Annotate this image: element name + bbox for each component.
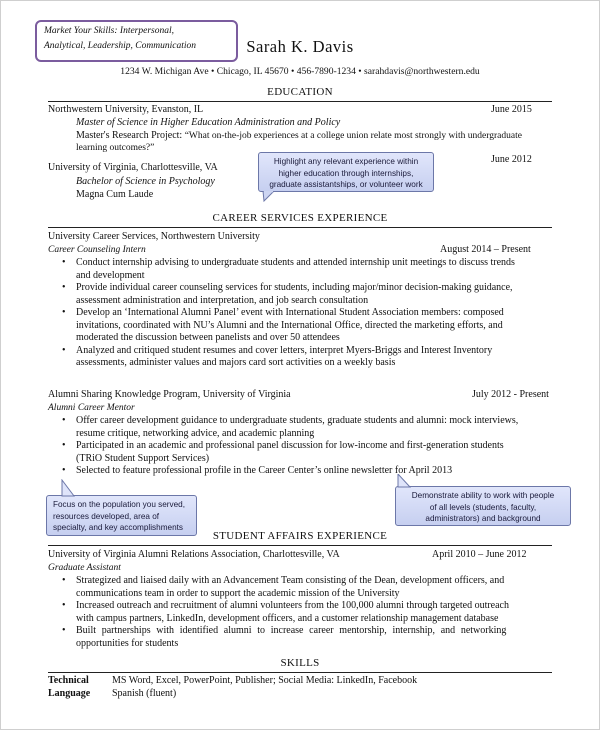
career-rule bbox=[48, 227, 552, 228]
bullet-dot-icon: • bbox=[62, 600, 66, 611]
callout-edu-line-1: Highlight any relevant experience within bbox=[273, 157, 419, 166]
student-affairs-rule bbox=[48, 545, 552, 546]
skills-heading: SKILLS bbox=[280, 657, 320, 669]
bullet-line: and development bbox=[76, 269, 145, 281]
list-item bbox=[62, 415, 556, 440]
career-date-2: July 2012 - Present bbox=[472, 389, 549, 400]
student-affairs-heading: STUDENT AFFAIRS EXPERIENCE bbox=[212, 530, 388, 542]
callout-pop-line-3: specialty, and key accomplishments bbox=[53, 523, 183, 532]
sa-title: Graduate Assistant bbox=[48, 563, 121, 573]
bullet-line: (TRiO Student Support Services) bbox=[76, 452, 210, 464]
skills-value-technical: MS Word, Excel, PowerPoint, Publisher; Social Media: LinkedIn, Facebook bbox=[112, 675, 418, 686]
bullet-line: Increased outreach and recruitment of alumni volunteers from the 100,000 alumni through targeted outreach bbox=[76, 600, 509, 611]
bullet-line: Conduct internship advising to undergraduate students and attended internship unit meetings to discuss trends bbox=[76, 257, 515, 268]
bullet-dot-icon: • bbox=[62, 257, 66, 268]
bullet-line: Built partnerships with identified alumni to increase career mentorship, internship, and networking bbox=[76, 625, 507, 636]
callout-lvl-pointer-icon bbox=[396, 474, 412, 488]
bullet-line: assessments, administer values and majors card sort activities on a weekly basis bbox=[76, 357, 396, 368]
sa-bullets bbox=[62, 575, 554, 650]
bullet-dot-icon: • bbox=[62, 307, 66, 318]
skills-label-technical: Technical bbox=[48, 675, 89, 686]
bullet-line: Analyzed and critiqued student resumes and cover letters, interpret Myers-Briggs and Interest Inventory bbox=[76, 344, 493, 356]
skills-label-language: Language bbox=[48, 688, 91, 699]
callout-lvl-line-2: of all levels (students, faculty, bbox=[429, 502, 537, 512]
list-item bbox=[62, 257, 556, 282]
edu-date-1: June 2015 bbox=[491, 104, 532, 115]
bullet-line: with campus partners, LinkedIn, development officers, and a customer relationship management database bbox=[76, 612, 499, 624]
list-item bbox=[62, 600, 554, 625]
edu-school-1: Northwestern University, Evanston, IL bbox=[48, 104, 204, 115]
bullet-dot-icon: • bbox=[62, 440, 66, 451]
bullet-dot-icon: • bbox=[62, 625, 66, 636]
edu-project-label: Master's Research Project: bbox=[76, 130, 183, 141]
tip-line-1: Market Your Skills: Interpersonal, bbox=[44, 26, 175, 36]
bullet-line: Selected to feature professional profile in the Career Center’s online newsletter for April 2013 bbox=[76, 465, 453, 476]
career-title-1: Career Counseling Intern bbox=[48, 245, 146, 255]
callout-edu-line-2: higher education through internships, bbox=[278, 168, 414, 178]
career-bullets-1 bbox=[62, 257, 556, 370]
edu-date-2: June 2012 bbox=[491, 154, 532, 165]
callout-edu-pointer-icon bbox=[260, 191, 280, 203]
edu-degree-1: Master of Science in Higher Education Administration and Policy bbox=[76, 117, 341, 128]
edu-honor-2: Magna Cum Laude bbox=[76, 189, 154, 200]
callout-pop-pointer-icon bbox=[58, 479, 76, 497]
bullet-line: communications team in order to support the academic mission of the University bbox=[76, 587, 400, 599]
callout-lvl-line-1: Demonstrate ability to work with people bbox=[411, 491, 555, 500]
bullet-line: Develop an ‘International Alumni Panel’ event with International Student Association members: composed bbox=[76, 307, 504, 318]
list-item bbox=[62, 465, 556, 478]
bullet-dot-icon: • bbox=[62, 282, 66, 293]
edu-project-title-1: “What on-the-job experiences at a college union relate most strongly with undergraduate bbox=[184, 131, 522, 141]
career-org-2: Alumni Sharing Knowledge Program, University of Virginia bbox=[48, 389, 291, 400]
list-item bbox=[62, 282, 556, 307]
bullet-line: Offer career development guidance to undergraduate students, graduate students and alumni: mock interviews, bbox=[76, 415, 519, 426]
list-item bbox=[62, 307, 556, 345]
education-rule bbox=[48, 101, 552, 102]
callout-pop-line-2: resources developed, area of bbox=[53, 511, 160, 521]
bullet-line: Provide individual career counseling services for students, including major/minor decision-making guidance, bbox=[76, 282, 513, 293]
bullet-line: invitations, coordinated with NU’s Alumni and the International Office, directed the marketing efforts, and bbox=[76, 319, 503, 331]
list-item bbox=[62, 625, 554, 650]
sa-date: April 2010 – June 2012 bbox=[432, 549, 527, 560]
callout-lvl-line-3: administrators) and background bbox=[425, 514, 541, 523]
skills-rule bbox=[48, 672, 552, 673]
career-date-1: August 2014 – Present bbox=[440, 244, 531, 255]
bullet-dot-icon: • bbox=[62, 465, 66, 476]
career-org-1: University Career Services, Northwestern University bbox=[48, 231, 260, 242]
edu-school-2: University of Virginia, Charlottesville, VA bbox=[48, 162, 218, 173]
career-title-2: Alumni Career Mentor bbox=[48, 403, 135, 413]
callout-education-tip bbox=[258, 152, 434, 192]
contact-line: 1234 W. Michigan Ave • Chicago, IL 45670 • 456-7890-1234 • sarahdavis@northwestern.edu bbox=[120, 66, 480, 77]
bullet-line: Participated in an academic and professional panel discussion for low-income and first-generation students bbox=[76, 440, 504, 451]
bullet-dot-icon: • bbox=[62, 415, 66, 426]
sa-org: University of Virginia Alumni Relations Association, Charlottesville, VA bbox=[48, 549, 340, 560]
callout-pop-line-1: Focus on the population you served, bbox=[53, 500, 185, 509]
education-heading: EDUCATION bbox=[267, 86, 333, 98]
edu-degree-2: Bachelor of Science in Psychology bbox=[76, 176, 215, 187]
bullet-line: opportunities for students bbox=[76, 637, 179, 649]
candidate-name: Sarah K. Davis bbox=[246, 37, 354, 56]
bullet-dot-icon: • bbox=[62, 575, 66, 586]
list-item bbox=[62, 440, 556, 465]
list-item bbox=[62, 575, 554, 600]
skills-value-language: Spanish (fluent) bbox=[112, 688, 177, 699]
edu-project-title-2: learning outcomes?” bbox=[76, 143, 155, 153]
bullet-line: Strategized and liaised daily with an Advancement Team consisting of the Dean, development officers, and bbox=[76, 575, 505, 586]
career-heading: CAREER SERVICES EXPERIENCE bbox=[212, 212, 388, 224]
bullet-line: assessment administration and interpretation, and job search consultation bbox=[76, 294, 369, 306]
callout-edu-line-3: graduate assistantships, or volunteer work bbox=[269, 180, 423, 189]
bullet-line: moderated the discussion between panelists and over 50 attendees bbox=[76, 332, 340, 343]
list-item bbox=[62, 344, 556, 370]
edu-project-line bbox=[76, 130, 522, 143]
bullet-dot-icon: • bbox=[62, 344, 66, 356]
tip-line-2: Analytical, Leadership, Communication bbox=[44, 41, 196, 51]
bullet-line: resume critique, networking advice, and academic planning bbox=[76, 427, 315, 439]
callout-levels-tip bbox=[395, 486, 571, 526]
career-bullets-2 bbox=[62, 415, 556, 478]
